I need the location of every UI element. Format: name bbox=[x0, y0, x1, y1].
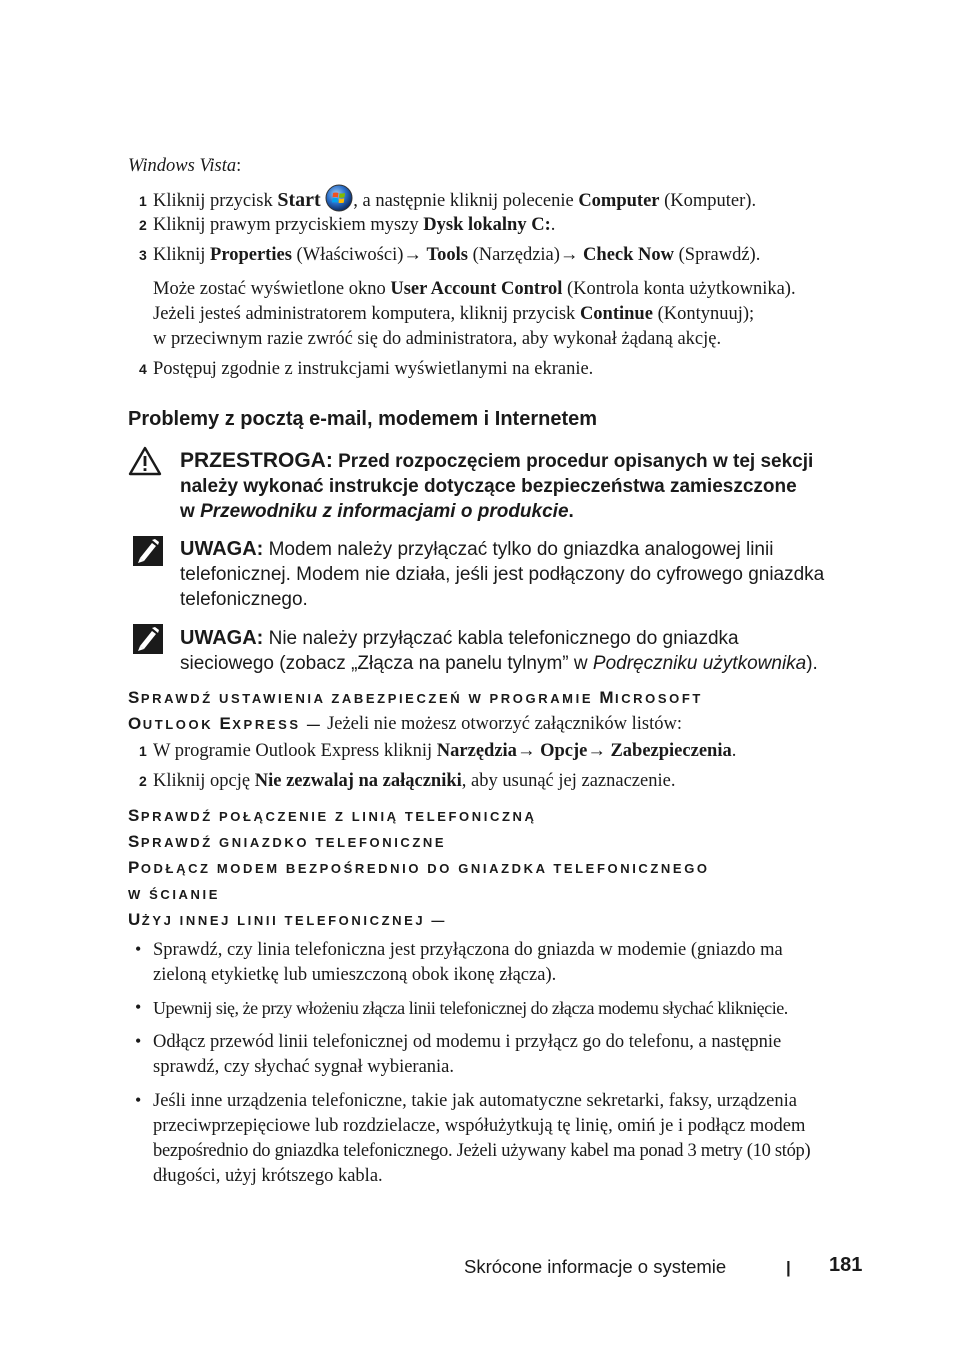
bullet-icon: • bbox=[135, 997, 142, 1017]
step-number: 2 bbox=[139, 217, 147, 233]
check-headings bbox=[128, 803, 710, 933]
outlook-step-2: 2 Kliknij opcję Nie zezwalaj na załączniki, aby usunąć jej zaznaczenie. bbox=[139, 769, 675, 794]
check-heading: SPRAWDŹ GNIAZDKO TELEFONICZNE bbox=[128, 832, 447, 851]
step-number: 4 bbox=[139, 361, 147, 377]
os-label: Windows Vista: bbox=[128, 156, 242, 176]
note-label: UWAGA: bbox=[180, 627, 264, 649]
note-label: UWAGA: bbox=[180, 538, 264, 560]
caution-block: PRZESTROGA: Przed rozpoczęciem procedur opisanych w tej sekcji należy wykonać instrukcje dotyczące bezpieczeństwa zamieszczone w Przewodniku z informacjami o produkcie. bbox=[180, 449, 814, 522]
list-item: Odłącz przewód linii telefonicznej od modemu i przyłącz go do telefonu, a następnie sprawdź, czy słychać sygnał wybierania. bbox=[153, 1032, 782, 1077]
step-number: 3 bbox=[139, 247, 147, 263]
note-1: UWAGA: Modem należy przyłączać tylko do gniazdka analogowej linii telefonicznej. Modem nie działa, jeśli jest podłączony do cyfrowego gniazdka telefonicznego. bbox=[180, 538, 825, 610]
check-heading: PODŁĄCZ MODEM BEZPOŚREDNIO DO GNIAZDKA TELEFONICZNEGO bbox=[128, 858, 710, 877]
check-heading: W ŚCIANIE bbox=[128, 887, 221, 902]
footer-separator: | bbox=[786, 1258, 791, 1277]
uac-paragraph: Może zostać wyświetlone okno User Account Control (Kontrola konta użytkownika). Jeżeli jesteś administratorem komputera, kliknij przycisk Continue (Kontynuuj); w przeciwnym razie zwróć się do administratora, aby wykonał żądaną akcję. bbox=[153, 279, 796, 349]
warning-triangle-icon bbox=[128, 446, 158, 476]
step-number: 1 bbox=[139, 193, 147, 209]
check-heading: SPRAWDŹ POŁĄCZENIE Z LINIĄ TELEFONICZNĄ bbox=[128, 806, 537, 825]
step-number: 1 bbox=[139, 743, 147, 759]
list-item: Sprawdź, czy linia telefoniczna jest przyłączona do gniazda w modemie (gniazdo ma zieloną etykietkę lub umieszczoną obok ikonę złącza). bbox=[153, 940, 783, 985]
section-heading: Problemy z pocztą e-mail, modemem i Internetem bbox=[128, 408, 598, 430]
list-item: Jeśli inne urządzenia telefoniczne, takie jak automatyczne sekretarki, faksy, urządzenia przeciwprzepięciowe lub rozdzielacze, współużytkują tę linię, omiń je i podłącz modem bezpośrednio do gniazdka telefonicznego. Jeżeli używany kabel ma ponad 3 metry (10 stóp) długości, użyj krótszego kabla. bbox=[153, 1091, 811, 1186]
vista-step-2: 2 Kliknij prawym przyciskiem myszy Dysk lokalny C:. bbox=[139, 213, 555, 238]
footer-section-title: Skrócone informacje o systemie bbox=[464, 1256, 727, 1277]
check-heading: UŻYJ INNEJ LINII TELEFONICZNEJ — bbox=[128, 910, 448, 929]
bullet-icon: • bbox=[135, 1090, 142, 1110]
note-pencil-icon bbox=[133, 624, 163, 654]
vista-step-1: 1 Kliknij przycisk Start , a następnie kliknij polecenie Computer (Komputer). bbox=[139, 184, 756, 214]
caution-label: PRZESTROGA: bbox=[180, 449, 333, 472]
start-button-label: Start bbox=[277, 189, 321, 211]
outlook-step-1: 1 W programie Outlook Express kliknij Narzędzia→ Opcje→ Zabezpieczenia. bbox=[139, 739, 736, 764]
vista-step-3: 3 Kliknij Properties (Właściwości)→ Tools (Narzędzia)→ Check Now (Sprawdź). bbox=[139, 243, 760, 268]
outlook-heading: SPRAWDŹ USTAWIENIA ZABEZPIECZEŃ W PROGRAMIE MICROSOFT OUTLOOK EXPRESS — Jeżeli nie możesz otworzyć załączników listów: bbox=[128, 688, 703, 734]
vista-step-4: 4 Postępuj zgodnie z instrukcjami wyświetlanymi na ekranie. bbox=[139, 357, 593, 382]
step-number: 2 bbox=[139, 773, 147, 789]
page-number: 181 bbox=[829, 1254, 863, 1276]
bullet-icon: • bbox=[135, 1031, 142, 1051]
bullet-icon: • bbox=[135, 939, 142, 959]
list-item: Upewnij się, że przy włożeniu złącza linii telefonicznej do złącza modemu słychać kliknięcie. bbox=[153, 998, 788, 1018]
note-2: UWAGA: Nie należy przyłączać kabla telefonicznego do gniazdka sieciowego (zobacz „Złącza na panelu tylnym” w Podręczniku użytkownika). bbox=[180, 627, 818, 674]
windows-start-icon bbox=[325, 184, 353, 212]
note-pencil-icon bbox=[133, 536, 163, 566]
